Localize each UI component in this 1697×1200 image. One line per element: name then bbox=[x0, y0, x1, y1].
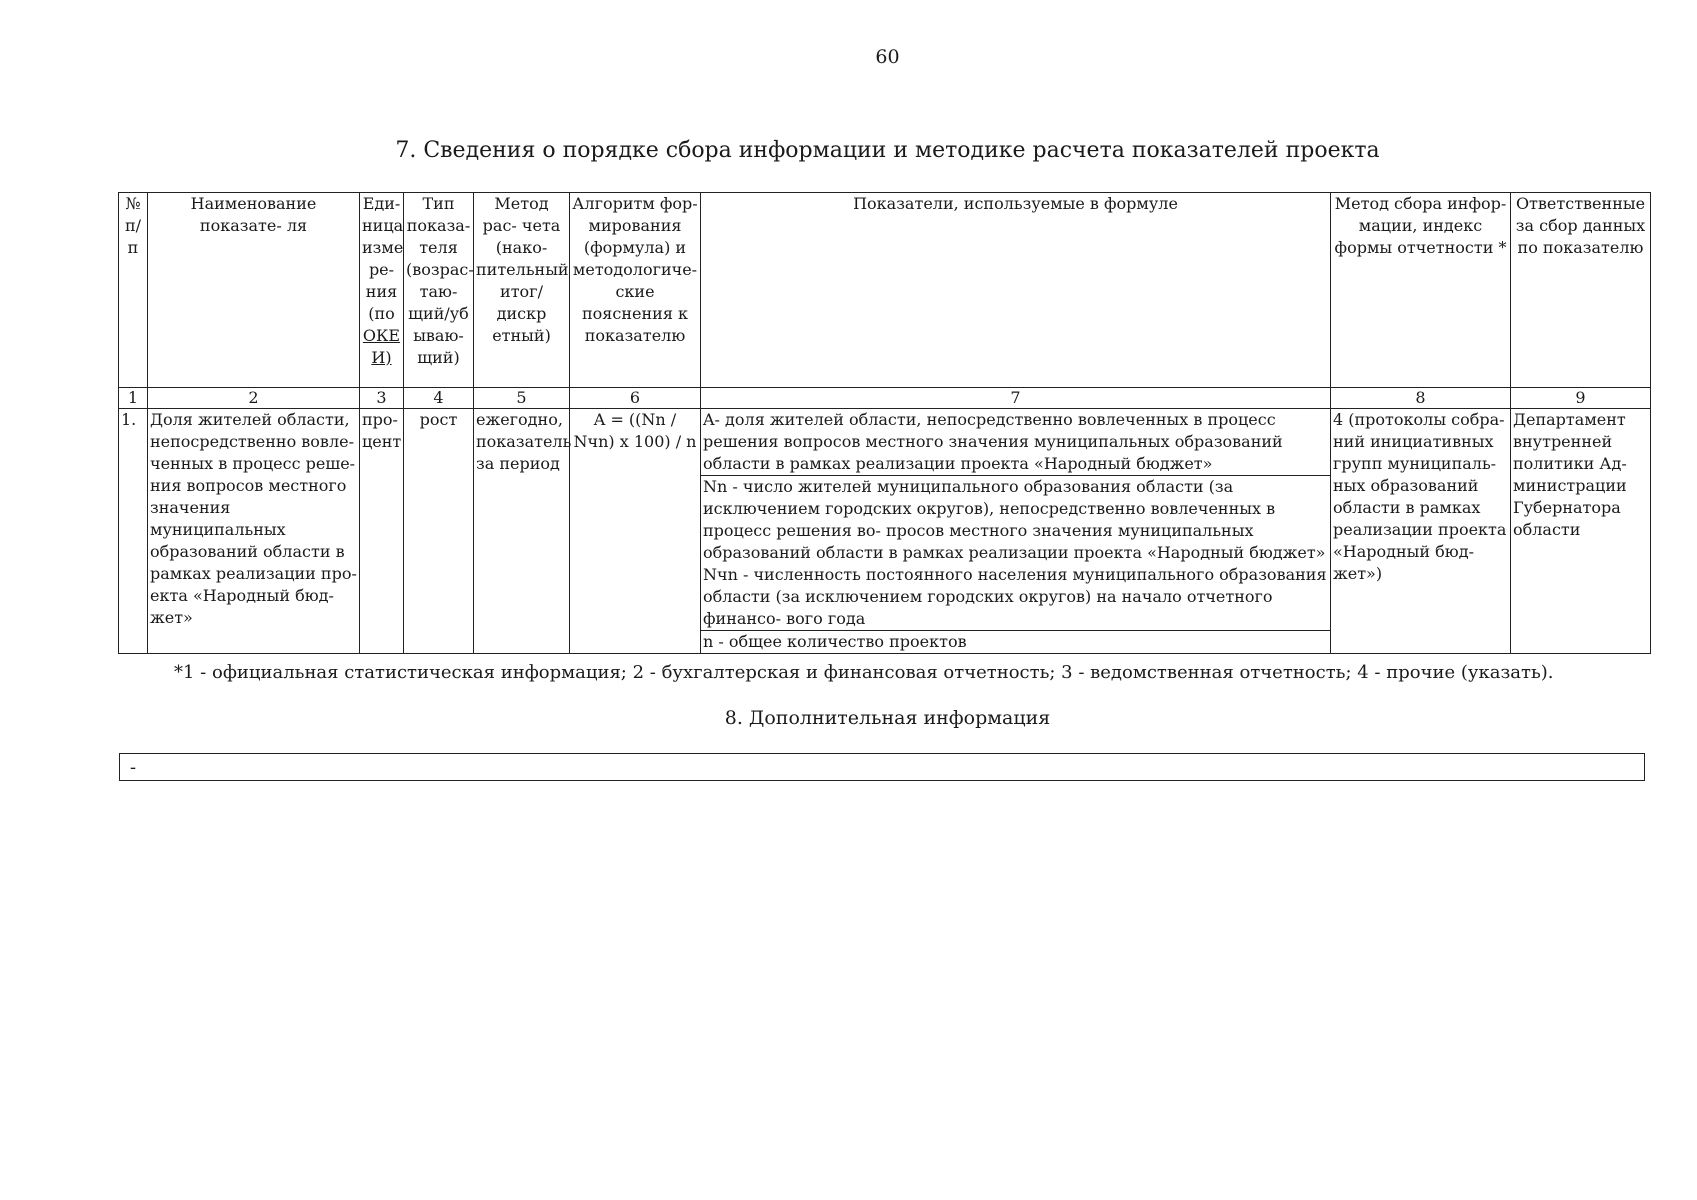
header-unit-okei: ОКЕ И) bbox=[362, 326, 401, 367]
column-number: 8 bbox=[1331, 388, 1511, 409]
column-number: 6 bbox=[570, 388, 701, 409]
header-calc-method: Метод рас- чета (нако- пительный итог/дискр етный) bbox=[474, 193, 570, 388]
indicator-definition-a: A- доля жителей области, непосредственно вовлеченных в процесс решения вопросов местного значения муниципальных образований области в рамках реализации проекта «Народный бюджет» bbox=[701, 409, 1330, 476]
additional-info-box bbox=[119, 753, 1645, 781]
row-number: 1. bbox=[119, 409, 148, 654]
column-number: 1 bbox=[119, 388, 148, 409]
header-unit-text: Еди- ница изме ре- ния (по bbox=[362, 194, 404, 323]
row-indicator-type: рост bbox=[404, 409, 474, 654]
header-formula: Алгоритм фор- мирования (формула) и методологиче- ские пояснения к показателю bbox=[570, 193, 701, 388]
row-indicator-name: Доля жителей области, непосредственно вовле- ченных в процесс реше- ния вопросов местного значения муниципальных образований области в рамках реализации про- екта «Народный бюд- жет» bbox=[148, 409, 360, 654]
header-unit bbox=[360, 193, 404, 388]
row-unit: про- цент bbox=[360, 409, 404, 654]
page-number: 60 bbox=[875, 46, 900, 68]
header-formula-indicators: Показатели, используемые в формуле bbox=[701, 193, 1331, 388]
header-collection-method: Метод сбора инфор- мации, индекс формы отчетности * bbox=[1331, 193, 1511, 388]
table-row bbox=[119, 409, 1651, 654]
indicators-table bbox=[118, 192, 1651, 654]
header-responsible: Ответственные за сбор данных по показателю bbox=[1511, 193, 1651, 388]
header-indicator-type: Тип показа- теля (возрас- таю- щий/уб ываю- щий) bbox=[404, 193, 474, 388]
column-number: 3 bbox=[360, 388, 404, 409]
column-number: 4 bbox=[404, 388, 474, 409]
row-formula: A = ((Nn / Nчn) x 100) / n bbox=[570, 409, 701, 654]
additional-info-text: - bbox=[130, 757, 137, 778]
indicator-definition-nn: Nn - число жителей муниципального образования области (за исключением городских округов), непосредственно вовлеченных в процесс решения во- просов местного значения муниципальных образований области в рамках реализации проекта «Народный бюджет» Nчn - численность постоянного населения муниципального образования области (за исключением городских округов) на начало отчетного финансо- вого года bbox=[701, 476, 1330, 631]
indicator-definition-n: n - общее количество проектов bbox=[703, 632, 967, 651]
row-collection-method: 4 (протоколы собра- ний инициативных групп муниципаль- ных образований области в рамках реализации проекта «Народный бюд- жет») bbox=[1331, 409, 1511, 654]
header-indicator-name: Наименование показате- ля bbox=[148, 193, 360, 388]
row-calc-method: ежегодно, показатель за период bbox=[474, 409, 570, 654]
column-number: 9 bbox=[1511, 388, 1651, 409]
header-number: № п/п bbox=[119, 193, 148, 388]
row-formula-indicators bbox=[701, 409, 1331, 654]
subsection-title: 8. Дополнительная информация bbox=[724, 707, 1051, 729]
column-number: 5 bbox=[474, 388, 570, 409]
column-number: 2 bbox=[148, 388, 360, 409]
column-number: 7 bbox=[701, 388, 1331, 409]
footnote: *1 - официальная статистическая информация; 2 - бухгалтерская и финансовая отчетность; 3 - ведомственная отчетность; 4 - прочие (указать). bbox=[174, 662, 1554, 683]
row-responsible: Департамент внутренней политики Ад- министрации Губернатора области bbox=[1511, 409, 1651, 654]
section-title: 7. Сведения о порядке сбора информации и методике расчета показателей проекта bbox=[395, 138, 1380, 163]
table-header-row bbox=[119, 193, 1651, 388]
column-number-row bbox=[119, 388, 1651, 409]
